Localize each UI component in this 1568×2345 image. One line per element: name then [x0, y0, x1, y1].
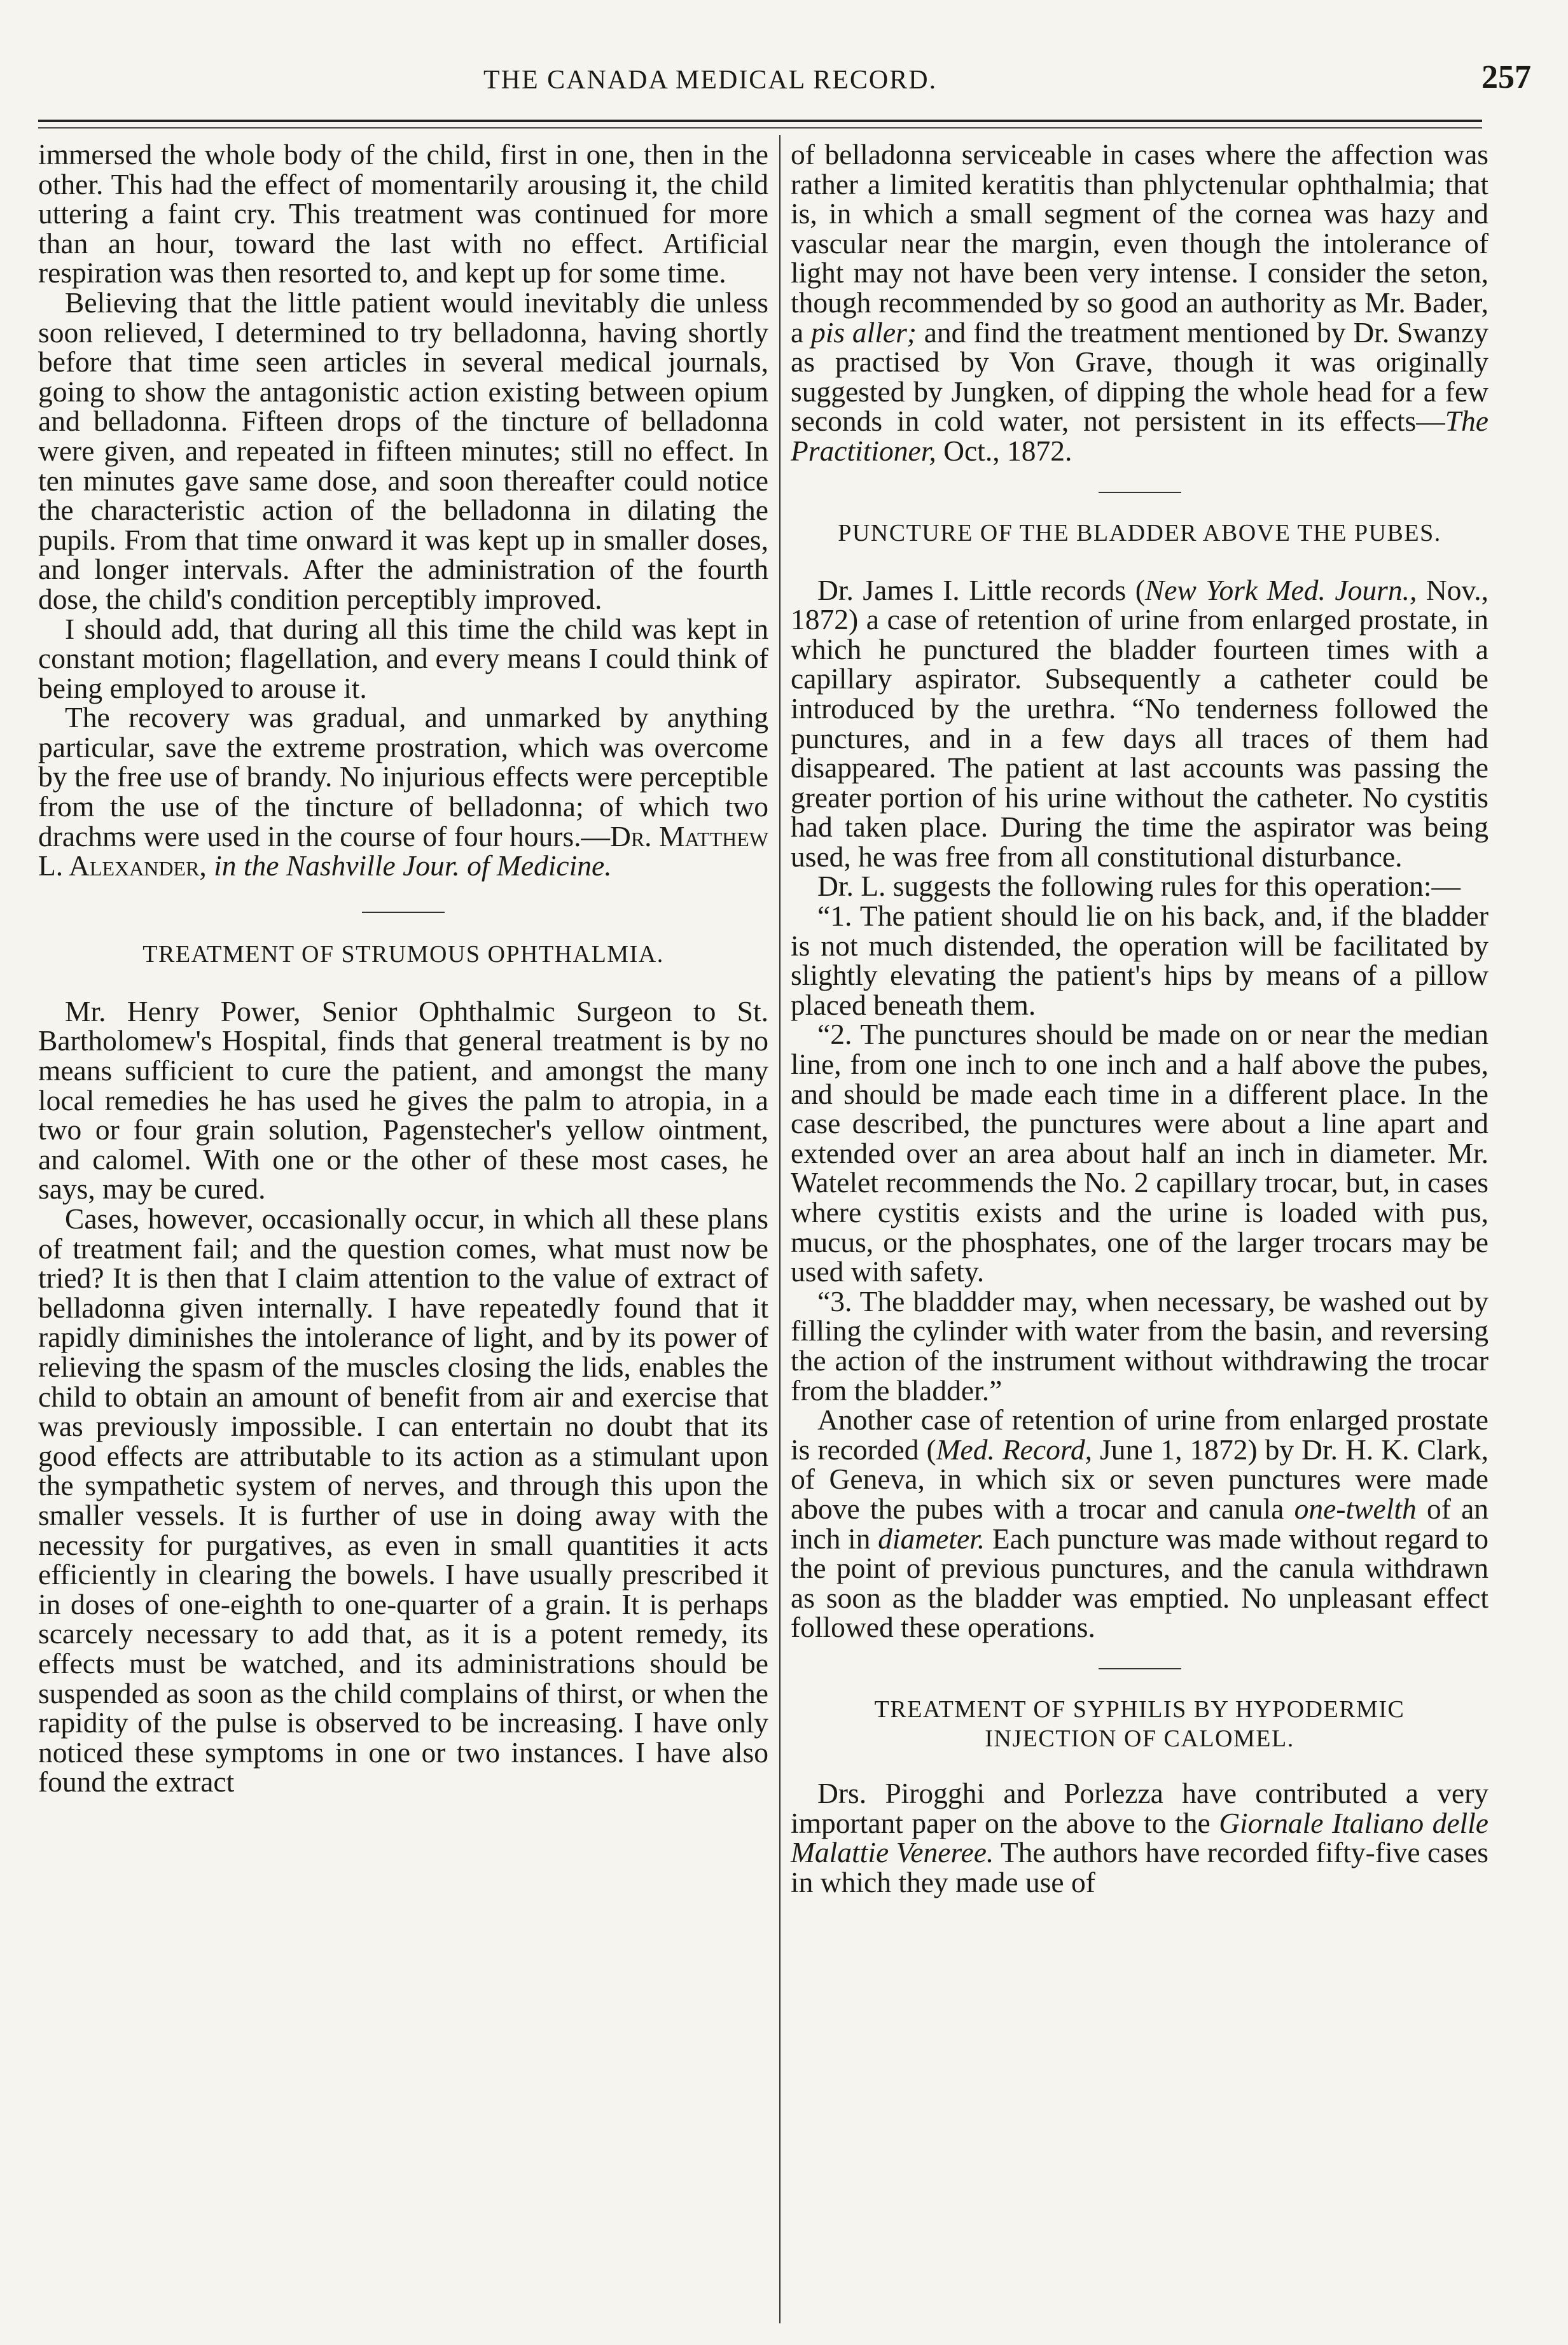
paragraph: Dr. L. suggests the following rules for this operation:— — [817, 870, 1460, 903]
author-signature: Dr. Matthew L. Alexander, — [38, 819, 768, 882]
section-heading-line2: INJECTION OF CALOMEL. — [985, 1725, 1294, 1752]
paragraph: Dr. James I. Little records (New York Med. Journ., Nov., 1872) a case of retention of urine from enlarged prostate, in which he punctured the bladder fourteen times with a capillary aspirator. Subsequently a catheter could be introduced by the urethra. “No tenderness followed the punctures, and in a few days all traces of them had disappeared. The patient at last accounts was passing the greater portion of his urine without the catheter. No cystitis had taken place. During the time the aspirator was being used, he was free from all constitutional disturbance. — [791, 573, 1489, 873]
paragraph: Cases, however, occasionally occur, in which all these plans of treatment fail; and the question comes, what must now be tried? It is then that I claim attention to the value of extract of belladonna given internally. I have repeatedly found that it rapidly diminishes the intolerance of light, and by its power of relieving the spasm of the muscles closing the lids, enables the child to obtain an amount of benefit from air and exercise that was previously impossible. I can entertain no doubt that its good effects are attributable to its action as a stimulant upon the sympathetic system of nerves, and through this upon the smaller vessels. It is further of use in doing away with the necessity for purgatives, as even in small quantities it acts efficiently in clearing the bowels. I have usually prescribed it in doses of one-eighth to one-quarter of a grain. It is perhaps scarcely necessary to add that, as it is a potent remedy, its effects must be watched, and its administrations should be suspended as soon as the child complains of thirst, or when the rapidity of the pulse is observed to be increasing. I have only noticed these symptoms in one or two instances. I have also found the extract — [38, 1202, 768, 1799]
source-citation: in the Nashville Jour. of Medicine. — [214, 849, 612, 882]
paragraph: Believing that the little patient would inevitably die unless soon relieved, I determined to try belladonna, having shortly before that time seen articles in several medical journals, going to show the antagonistic action existing between opium and belladonna. Fifteen drops of the tincture of belladonna were given, and repeated in fifteen minutes; still no effect. In ten minutes gave same dose, and soon thereafter could notice the characteristic action of the belladonna in dilating the pupils. From that time onward it was kept up in smaller doses, and longer intervals. After the administration of the fourth dose, the child's condition perceptibly improved. — [38, 286, 768, 615]
paragraph: “3. The bladdder may, when necessary, be washed out by filling the cylinder with water from the basin, and reversing the action of the instrument without withdrawing the trocar from the bladder.” — [791, 1284, 1488, 1407]
header-rule — [38, 120, 1482, 122]
page-number: 257 — [1481, 59, 1531, 95]
column-divider — [779, 135, 781, 2323]
paragraph: I should add, that during all this time the child was kept in constant motion; flagellation, and every means I could think of being employed to arouse it. — [38, 612, 768, 704]
paragraph: immersed the whole body of the child, first in one, then in the other. This had the effect of momentarily arousing it, the child uttering a faint cry. This treatment was continued for more than an hour, toward the last with no effect. Artificial respiration was then resorted to, and kept up for some time. — [38, 138, 768, 289]
paragraph: Drs. Pirogghi and Porlezza have contributed a very important paper on the above to the Giornale Italiano delle Malattie Veneree. The authors have recorded fifty-five cases in which they made use of — [791, 1776, 1489, 1898]
source-citation: The Practitioner, — [791, 405, 1488, 467]
right-column — [791, 140, 1488, 1897]
paragraph: Another case of retention of urine from enlarged prostate is recorded (Med. Record, June 1, 1872) by Dr. H. K. Clark, of Geneva, in which six or seven punctures were made above the pubes with a trocar and canula one-twelth of an inch in diameter. Each puncture was made without regard to the point of previous punctures, and the canula withdrawn as soon as the bladder was emptied. No unpleasant effect followed these operations. — [791, 1403, 1489, 1644]
running-head — [0, 59, 1568, 109]
paragraph: Mr. Henry Power, Senior Ophthalmic Surgeon to St. Bartholomew's Hospital, finds that general treatment is by no means sufficient to cure the patient, and amongst the many local remedies he has used he gives the palm to atropia, in a two or four grain solution, Pagenstecher's yellow ointment, and calomel. With one or the other of these most cases, he says, may be cured. — [38, 994, 768, 1206]
section-heading: PUNCTURE OF THE BLADDER ABOVE THE PUBES. — [838, 519, 1441, 546]
paragraph: “2. The punctures should be made on or near the median line, from one inch to one inch and a half above the pubes, and should be made each time in a different place. In the case described, the punctures were about a line apart and extended over an area about half an inch in diameter. Mr. Watelet recommends the No. 2 capillary trocar, but, in cases where cystitis exists and the urine is loaded with pus, mucus, or the phosphates, one of the larger trocars may be used with safety. — [791, 1018, 1488, 1288]
journal-title: THE CANADA MEDICAL RECORD. — [483, 66, 938, 95]
paragraph: of belladonna serviceable in cases where the affection was rather a limited keratitis than phlyctenular ophthalmia; that is, in which a small segment of the cornea was hazy and vascular near the margin, even though the intolerance of light may not have been very intense. I consider the seton, though recommended by so good an authority as Mr. Bader, a pis aller; and find the treatment mentioned by Dr. Swanzy as practised by Von Grave, though it was originally suggested by Jungken, of dipping the whole head for a few seconds in cold water, not persistent in its effects—The Practitioner, Oct., 1872. — [791, 138, 1489, 467]
paragraph: “1. The patient should lie on his back, and, if the bladder is not much distended, the operation will be facilitated by slightly elevating the patient's hips by means of a pillow placed beneath them. — [791, 900, 1488, 1021]
paragraph: The recovery was gradual, and unmarked by anything particular, save the extreme prostration, which was overcome by the free use of brandy. No injurious effects were perceptible from the use of the tincture of belladonna; of which two drachms were used in the course of four hours.—Dr. Matthew L. Alexander, in the Nashville Jour. of Medicine. — [38, 701, 768, 882]
header-rule-thin — [38, 127, 1482, 129]
section-heading: TREATMENT OF STRUMOUS OPHTHALMIA. — [142, 940, 664, 968]
left-column — [38, 140, 768, 1797]
section-heading: TREATMENT OF SYPHILIS BY HYPODERMIC — [874, 1695, 1405, 1723]
